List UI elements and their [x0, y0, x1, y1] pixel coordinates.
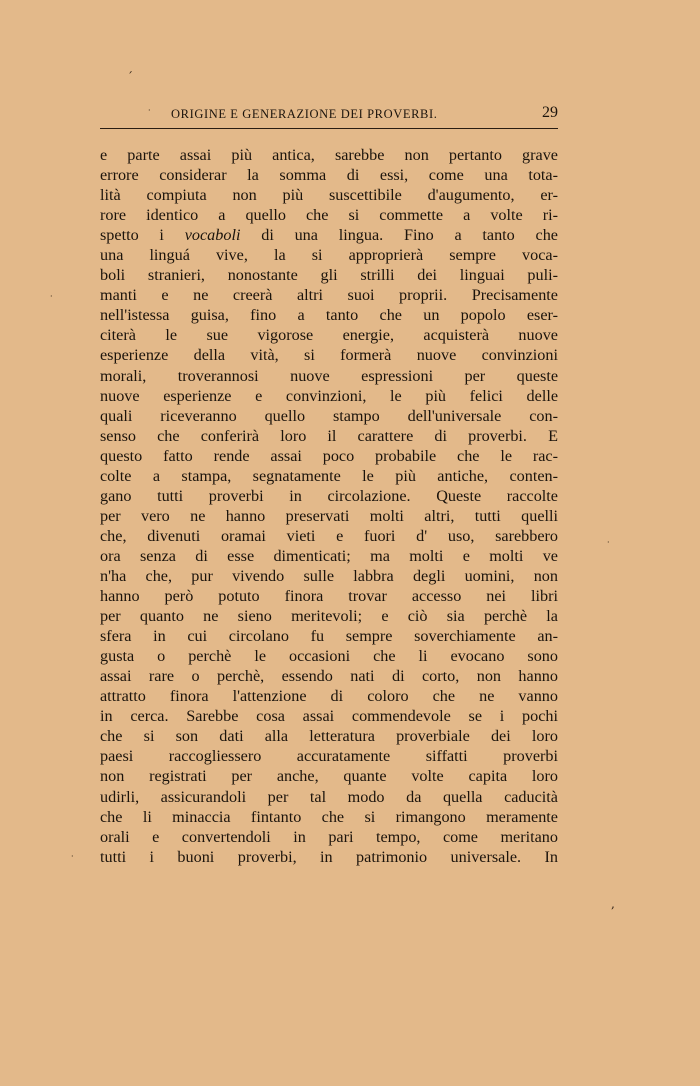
text-line: quali riceveranno quello stampo dell'universale con-	[100, 406, 558, 425]
ink-speck: ·	[50, 292, 53, 301]
text-line: senso che conferirà loro il carattere di proverbi. E	[100, 426, 558, 445]
text-line: nell'istessa guisa, fino a tanto che un popolo eser-	[100, 306, 558, 325]
text-line: paesi raccogliessero accuratamente siffatti proverbi	[100, 747, 558, 766]
text-line	[100, 225, 558, 245]
text-line: colte a stampa, segnatamente le più antiche, conten-	[100, 466, 558, 485]
ink-speck: ·	[148, 106, 151, 115]
text-line: hanno però potuto finora trovar accesso nei libri	[100, 587, 558, 606]
text-line: sfera in cui circolano fu sempre soverchiamente an-	[100, 627, 558, 646]
text-line: lità compiuta non più suscettibile d'augumento, er-	[100, 186, 558, 205]
text-line: orali e convertendoli in pari tempo, come meritano	[100, 827, 558, 846]
text-line: attratto finora l'attenzione di coloro che ne vanno	[100, 687, 558, 706]
ink-speck: ,	[611, 897, 615, 911]
text-line: in cerca. Sarebbe cosa assai commendevole se i pochi	[100, 707, 558, 726]
text-line: errore considerar la somma di essi, come una tota-	[100, 166, 558, 185]
text-line: che, divenuti oramai vieti e fuori d' uso, sarebbero	[100, 526, 558, 545]
ink-speck: ·	[71, 852, 74, 861]
text-line: morali, troverannosi nuove espressioni per queste	[100, 366, 558, 385]
text-line: e parte assai più antica, sarebbe non pertanto grave	[100, 146, 558, 164]
running-title: ORIGINE E GENERAZIONE DEI PROVERBI.	[171, 107, 438, 121]
body-text	[100, 145, 558, 867]
text-line: assai rare o perchè, essendo nati di corto, non hanno	[100, 667, 558, 686]
text-line: n'ha che, pur vivendo sulle labbra degli uomini, non	[100, 566, 558, 585]
text-line: boli stranieri, nonostante gli strilli dei linguai puli-	[100, 266, 558, 285]
text-line: non registrati per anche, quante volte capita loro	[100, 767, 558, 786]
text-line: manti e ne creerà altri suoi proprii. Precisamente	[100, 286, 558, 305]
ink-speck: ·	[607, 538, 610, 547]
text-line: una linguá vive, la si approprierà sempre voca-	[100, 246, 558, 265]
text-line: per quanto ne sieno meritevoli; e ciò sia perchè la	[100, 607, 558, 626]
text-line: che li minaccia fintanto che si rimangono meramente	[100, 807, 558, 826]
text-line: esperienze della vità, si formerà nuove convinzioni	[100, 346, 558, 365]
ink-speck: ´	[127, 70, 133, 84]
page-header	[100, 104, 558, 129]
text-line: gano tutti proverbi in circolazione. Queste raccolte	[100, 486, 558, 505]
text-line: questo fatto rende assai poco probabile che le rac-	[100, 446, 558, 465]
text-segment: di una lingua. Fino a tanto che	[240, 226, 558, 245]
italic-term: vocaboli	[184, 226, 241, 245]
text-line: ora senza di esse dimenticati; ma molti e molti ve	[100, 546, 558, 565]
text-line: udirli, assicurandoli per tal modo da quella caducità	[100, 787, 558, 806]
text-line: gusta o perchè le occasioni che li evocano sono	[100, 647, 558, 666]
text-line: nuove esperienze e convinzioni, le più felici delle	[100, 386, 558, 405]
text-line: rore identico a quello che si commette a volte ri-	[100, 206, 558, 225]
text-line: per vero ne hanno preservati molti altri, tutti quelli	[100, 506, 558, 525]
text-segment: spetto i	[100, 226, 185, 245]
text-line: tutti i buoni proverbi, in patrimonio universale. In	[100, 847, 558, 866]
page-number: 29	[542, 104, 558, 121]
text-line: che si son dati alla letteratura proverbiale dei loro	[100, 727, 558, 746]
text-line: citerà le sue vigorose energie, acquisterà nuove	[100, 326, 558, 345]
